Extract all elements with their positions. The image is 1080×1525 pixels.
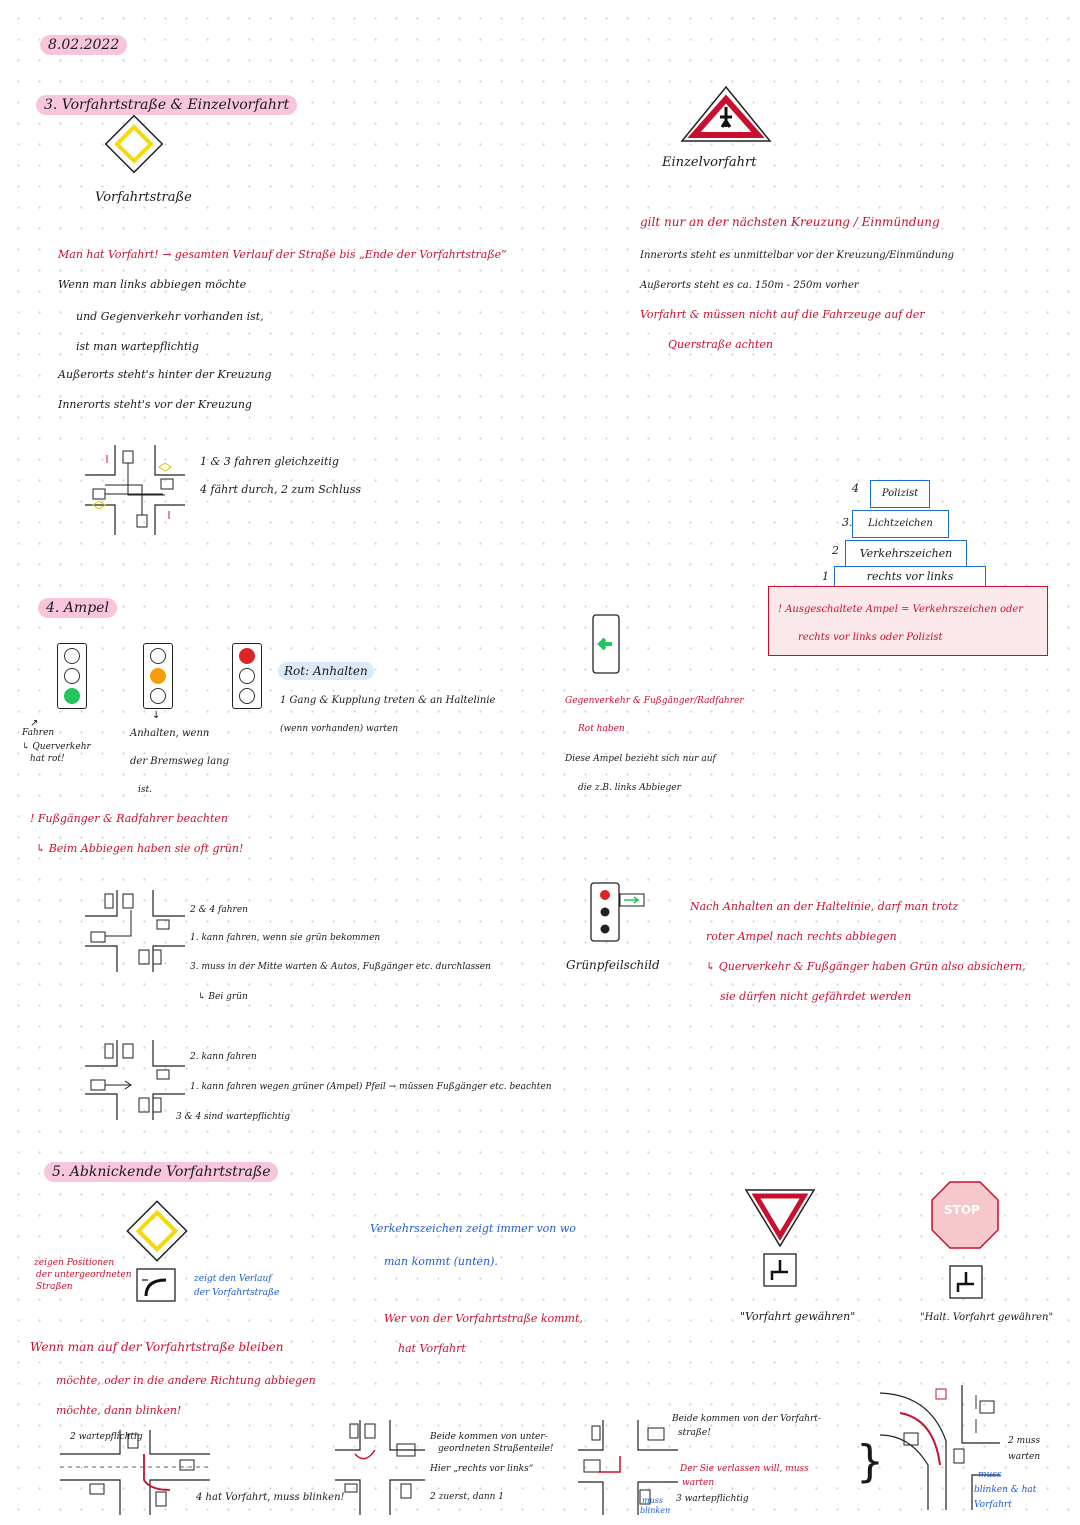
stop-sign-icon: [930, 1180, 1000, 1300]
arrow-bullet-2: Diese Ampel bezieht sich nur auf: [565, 754, 716, 764]
traffic-light-green: [57, 643, 87, 709]
green-arrow: ↗: [30, 718, 39, 729]
einzel-bullet-3: Außerorts steht es ca. 150m - 250m vorher: [640, 280, 859, 291]
pyramid-level-3: Lichtzeichen: [852, 510, 949, 538]
s3-bullet-6: Innerorts steht's vor der Kreuzung: [58, 398, 252, 411]
pyramid-num-3: 3.: [842, 516, 853, 529]
einzelvorfahrt-caption: Einzelvorfahrt: [662, 155, 757, 170]
s3-bullet-3: und Gegenverkehr vorhanden ist,: [76, 310, 264, 323]
s5-left-note-2: der untergeordneten: [36, 1270, 132, 1280]
abknickende-vorfahrt-sign-icon: [124, 1198, 190, 1264]
intersection-diagram-2: [85, 890, 185, 972]
gp-line-1: Nach Anhalten an der Haltelinie, darf man trotz: [690, 900, 959, 913]
einzel-bullet-2: Innerorts steht es unmittelbar vor der Kreuzung/Einmündung: [640, 250, 955, 261]
gp-line-3: ↳ Querverkehr & Fußgänger haben Grün also absichern,: [706, 960, 1026, 973]
pyramid-level-1: rechts vor links: [834, 566, 986, 588]
amber-sub-2: ist.: [138, 785, 152, 795]
s3-bullet-1: Man hat Vorfahrt! → gesamten Verlauf der Straße bis „Ende der Vorfahrtstraße“: [58, 248, 507, 261]
einzelvorfahrt-sign-icon: [680, 85, 772, 143]
red-line-1: 1 Gang & Kupplung treten & an Haltelinie: [280, 695, 496, 706]
d1-line-4: ↳ Bei grün: [198, 992, 248, 1002]
abknickend-example-3: [578, 1420, 678, 1515]
einzel-bullet-1: gilt nur an der nächsten Kreuzung / Einmündung: [640, 215, 940, 229]
s5-mid-bullet-2: Wer von der Vorfahrtstraße kommt,: [384, 1312, 583, 1325]
pyramid-num-4: 4: [852, 482, 859, 495]
pyramid-level-4: Polizist: [870, 480, 930, 508]
s5-mid-bullet-1: Verkehrszeichen zeigt immer von wo: [370, 1222, 576, 1235]
d2-line-1: 2. kann fahren: [190, 1052, 257, 1062]
d1-line-1: 2 & 4 fahren: [190, 905, 248, 915]
d2-line-2: 1. kann fahren wegen grüner (Ampel) Pfeil → müssen Fußgänger etc. beachten: [190, 1082, 552, 1092]
ex3-note-3: Der Sie verlassen will, muss: [680, 1464, 809, 1474]
section-5-heading: 5. Abknickende Vorfahrtstraße: [44, 1162, 278, 1182]
pyramid-level-2: Verkehrszeichen: [845, 540, 967, 568]
s5-mid-bullet-1b: man kommt (unten).: [384, 1255, 498, 1268]
intersection-diagram-3: [85, 1040, 185, 1120]
s3-bullet-5: Außerorts steht's hinter der Kreuzung: [58, 368, 272, 381]
d1-line-2: 1. kann fahren, wenn sie grün bekommen: [190, 933, 381, 943]
red-title: Rot: Anhalten: [278, 662, 374, 680]
ex3-note-1: Beide kommen von der Vorfahrt-: [672, 1414, 821, 1424]
ex2-note-2: geordneten Straßenteile!: [438, 1444, 554, 1454]
ex3-note-2: straße!: [678, 1428, 711, 1438]
einzel-bullet-5: Querstraße achten: [668, 338, 773, 351]
ex3-note-5: 3 wartepflichtig: [676, 1494, 749, 1504]
pyramid-num-2: 2: [832, 544, 839, 557]
ex2-note-4: 2 zuerst, dann 1: [430, 1492, 505, 1502]
s5-left-note-1: zeigen Positionen: [34, 1258, 115, 1268]
gp-line-2: roter Ampel nach rechts abbiegen: [706, 930, 897, 943]
vorfahrt-gewaehren-sign-icon: [744, 1188, 816, 1288]
pyramid-num-1: 1: [822, 570, 829, 583]
s3-bullet-2: Wenn man links abbiegen möchte: [58, 278, 247, 291]
ex4-note-5: Vorfahrt: [974, 1500, 1012, 1510]
green-arrow-light-icon: [592, 614, 620, 674]
s5-sign-note-2: der Vorfahrtstraße: [194, 1288, 280, 1298]
einzel-bullet-4: Vorfahrt & müssen nicht auf die Fahrzeuge auf der: [640, 308, 925, 321]
stop-sign-label: STOP: [944, 1203, 980, 1217]
amber-label: Anhalten, wenn: [130, 728, 210, 739]
section-3-heading: 3. Vorfahrtstraße & Einzelvorfahrt: [36, 95, 297, 115]
pyramid-note-line-1: ! Ausgeschaltete Ampel = Verkehrszeichen oder: [778, 604, 1024, 615]
vorfahrt-caption: Vorfahrtstraße: [95, 190, 192, 205]
arrow-bullet-1: Gegenverkehr & Fußgänger/Radfahrer: [565, 696, 744, 706]
ex3-brace: }: [856, 1436, 884, 1487]
ex3-small-1: muss: [642, 1496, 663, 1505]
date-label: 8.02.2022: [40, 35, 127, 55]
pyramid-note-box: [768, 586, 1048, 656]
ex2-note-1: Beide kommen von unter-: [430, 1432, 548, 1442]
ex1-wait-label: 2 wartepflichtig: [70, 1432, 143, 1442]
d1-line-3: 3. muss in der Mitte warten & Autos, Fußgänger etc. durchlassen: [190, 962, 491, 972]
section-4-heading: 4. Ampel: [38, 598, 117, 618]
abknickend-example-1: [60, 1430, 210, 1515]
green-label: Fahren: [22, 728, 55, 738]
gruenpfeil-caption: Grünpfeilschild: [566, 958, 660, 972]
s3-bullet-4: ist man wartepflichtig: [76, 340, 199, 353]
ex3-note-4: warten: [682, 1478, 715, 1488]
pyramid-note-line-2: rechts vor links oder Polizist: [798, 632, 943, 643]
amber-sub-1: der Bremsweg lang: [130, 756, 229, 767]
abknickend-example-2: [335, 1420, 425, 1515]
ex4-note-2: warten: [1008, 1452, 1041, 1462]
s5-left-bullet-3: möchte, dann blinken!: [56, 1404, 182, 1417]
diagram1-note-2: 4 fährt durch, 2 zum Schluss: [200, 483, 361, 496]
s5-sign-note-1: zeigt den Verlauf: [194, 1274, 272, 1284]
arrow-bullet-2b: die z.B. links Abbieger: [578, 783, 681, 793]
s5-left-note-3: Straßen: [36, 1282, 73, 1292]
ex1-note: 4 hat Vorfahrt, muss blinken!: [196, 1492, 345, 1503]
d2-line-3: 3 & 4 sind wartepflichtig: [176, 1112, 291, 1122]
diagram1-note-1: 1 & 3 fahren gleichzeitig: [200, 455, 339, 468]
abknickend-zusatzschild-icon: [136, 1268, 176, 1302]
traffic-light-red: [232, 643, 262, 709]
s5-left-bullet-1: Wenn man auf der Vorfahrtstraße bleiben: [30, 1340, 284, 1354]
ex4-note-4: blinken & hat: [974, 1485, 1037, 1495]
s5-mid-bullet-2b: hat Vorfahrt: [398, 1342, 466, 1355]
traffic-light-amber: [143, 643, 173, 709]
green-sub-1: ↳ Querverkehr: [22, 742, 91, 752]
yield-caption: "Vorfahrt gewähren": [740, 1310, 856, 1323]
gp-line-4: sie dürfen nicht gefährdet werden: [720, 990, 912, 1003]
gruenpfeil-light-icon: [590, 882, 646, 942]
stop-caption: "Halt. Vorfahrt gewähren": [920, 1312, 1054, 1323]
ex4-note-3: muss: [978, 1470, 1002, 1480]
green-sub-2: hat rot!: [30, 754, 65, 764]
ex4-note-1: 2 muss: [1008, 1436, 1041, 1446]
ex3-small-2: blinken: [640, 1506, 671, 1515]
amber-arrow: ↓: [152, 710, 161, 721]
arrow-bullet-1b: Rot haben: [578, 724, 625, 734]
s5-left-bullet-2: möchte, oder in die andere Richtung abbiegen: [56, 1374, 316, 1387]
intersection-diagram-1: [85, 445, 185, 535]
warn-line-2: ↳ Beim Abbiegen haben sie oft grün!: [36, 842, 244, 855]
ex2-note-3: Hier „rechts vor links“: [430, 1464, 534, 1474]
red-line-2: (wenn vorhanden) warten: [280, 724, 399, 734]
vorfahrt-sign-icon: [102, 112, 166, 176]
warn-line-1: ! Fußgänger & Radfahrer beachten: [30, 812, 228, 825]
